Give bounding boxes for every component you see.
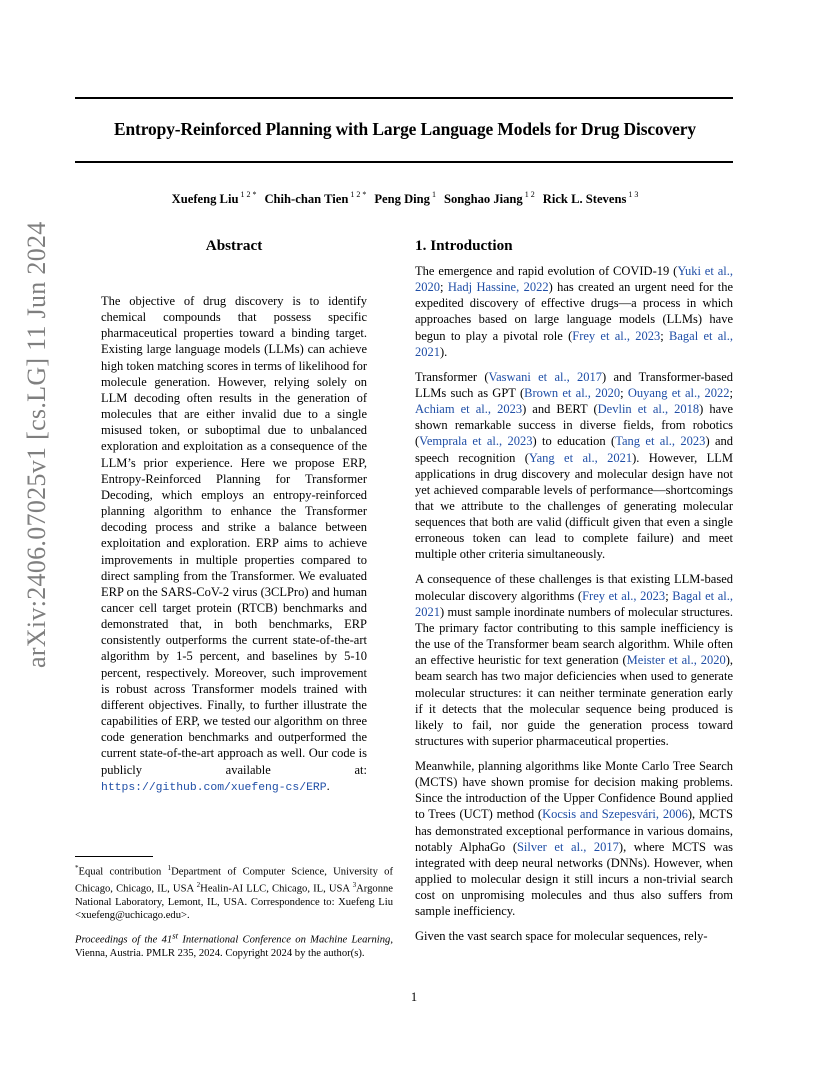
paper-title: Entropy-Reinforced Planning with Large Language Models for Drug Discovery	[113, 119, 697, 139]
abstract-heading: Abstract	[205, 237, 263, 254]
paragraph-text: ;	[620, 385, 628, 400]
footnote-mark: 2	[196, 880, 201, 889]
author-name	[374, 192, 436, 206]
paragraph-text: ;	[729, 385, 733, 400]
paragraph-text: ).	[440, 344, 448, 359]
citation-link[interactable]: Bagal et al., 2021	[415, 328, 733, 359]
author-name-text: Chih-chan Tien	[264, 192, 349, 207]
citation-link[interactable]: Devlin et al., 2018	[597, 402, 700, 417]
proceedings-ordinal: st	[172, 930, 179, 940]
footnote-mark: 3	[352, 880, 357, 889]
paragraph-text: The emergence and rapid evolution of COVID-19 (	[415, 264, 678, 278]
introduction-paragraph	[415, 758, 733, 920]
citation-link[interactable]: Yuki et al., 2020	[415, 264, 733, 295]
citation-link[interactable]: Silver et al., 2017	[516, 839, 619, 854]
paragraph-text: ) and BERT (	[522, 402, 598, 417]
paragraph-text: Meanwhile, planning algorithms like Monte Carlo Tree Search (MCTS) have shown promise for decision making problems. Since the introduction of the Upper Confidence Bound applied to Trees (UCT) method (	[415, 758, 733, 822]
footnote-rule	[75, 856, 153, 857]
author-name-text: Rick L. Stevens	[542, 192, 627, 207]
abstract-text	[101, 293, 367, 796]
paragraph-text: ;	[440, 280, 448, 295]
paragraph-text: ;	[660, 328, 670, 343]
paragraph-text: ) must sample inordinate numbers of molecular structures. The primary factor contributing to this sample inefficiency is the use of the Transformer beam search algorithm. While often an effective heuristic for text generation (	[415, 604, 733, 668]
footnote-text: Argonne National Laboratory, Lemont, IL, USA. Correspondence to: Xuefeng Liu <xuefeng@uchicago.edu>.	[75, 883, 393, 921]
citation-link[interactable]: Meister et al., 2020	[626, 653, 726, 668]
author-name-text: Xuefeng Liu	[171, 192, 239, 207]
citation-link[interactable]: Kocsis and Szepesvári, 2006	[542, 807, 688, 822]
paragraph-text: A consequence of these challenges is that existing LLM-based molecular discovery algorithms (	[415, 572, 733, 603]
author-affiliation-mark: 1 2 *	[238, 190, 257, 199]
paragraph-text: ) and speech recognition (	[415, 434, 734, 465]
citation-link[interactable]: Brown et al., 2020	[524, 385, 621, 400]
proceedings-note	[75, 929, 393, 960]
citation-link[interactable]: Frey et al., 2023	[572, 328, 661, 343]
author-name	[444, 192, 535, 206]
paragraph-text: ), beam search has two major deficiencies when used to generate molecular structures: it can neither terminate generation early if it detects that the molecular sequence being produced is likely to fail, nor guide the generation process toward structures with superior pharmaceutical properties.	[415, 653, 733, 748]
citation-link[interactable]: Ouyang et al., 2022	[627, 385, 730, 400]
paragraph-text: ), where MCTS was integrated with deep neural networks (DNNs). However, when applied to molecular design it still incurs a non-trivial search cost on unpromising molecules and thus also suffers from sample inefficiency.	[415, 839, 733, 919]
paragraph-text: ) has created an urgent need for the expedited discovery of effective drugs—a process in which approaches based on large language models (LLMs) have begun to play a pivotal role (	[415, 280, 733, 343]
code-url-link[interactable]: https://github.com/xuefeng-cs/ERP	[101, 781, 327, 794]
author-affiliation-mark: 1 2 *	[348, 190, 367, 199]
paragraph-text: ) and Transformer-based LLMs such as GPT (	[415, 369, 733, 400]
paragraph-text: Transformer (	[415, 369, 489, 384]
author-name-text: Songhao Jiang	[443, 192, 523, 207]
author-affiliation-mark: 1 3	[626, 190, 639, 199]
footnote-text: Healin-AI LLC, Chicago, IL, USA	[200, 883, 353, 895]
proceedings-venue: Proceedings of the 41	[75, 934, 173, 946]
paragraph-text: ). However, LLM applications in drug discovery and molecular design have not yet achieved comparable levels of performance—shortcomings that we attribute to the challenges of generating molecular sequences that both are valid (difficult given that even a single erroneous token can lead to complete failure) and meet multiple other criteria simultaneously.	[415, 450, 733, 562]
author-name	[264, 192, 366, 206]
footnote-mark: 1	[167, 864, 172, 872]
title-rule-top	[75, 97, 733, 99]
paragraph-text: ) have shown remarkable success in diverse fields, from robotics (	[415, 402, 733, 449]
footnote-mark-equal: *	[75, 864, 79, 872]
introduction-heading: 1. Introduction	[415, 237, 513, 254]
page-number: 1	[410, 990, 418, 1004]
author-affiliation-mark: 1	[429, 190, 436, 199]
title-rule-bottom	[75, 161, 733, 163]
footnote-text: Equal contribution	[78, 866, 168, 878]
author-name-text: Peng Ding	[374, 192, 430, 207]
introduction-paragraph	[415, 928, 733, 944]
paragraph-text: Given the vast search space for molecular sequences, rely-	[415, 929, 708, 944]
introduction-paragraph	[415, 571, 733, 749]
abstract-tail: .	[326, 778, 330, 793]
introduction-body	[415, 263, 733, 953]
paragraph-text: ) to education (	[532, 434, 616, 449]
abstract-paragraph: The objective of drug discovery is to identify chemical compounds that possess specific pharmaceutical properties toward a binding target. Existing large language models (LLMs) can achieve high token matching scores in terms of likelihood for molecule generation. However, relying solely on LLM decoding often results in the generation of molecules that are either invalid due to a single misused token, or suboptimal due to unbalanced exploration and exploitation as a consequence of the LLM’s prior experience. Here we propose ERP, Entropy-Reinforced Planning for Transformer Decoding, which employs an entropy-reinforced planning algorithm to enhance the Transformer decoding process and strike a balance between exploitation and exploration. ERP aims to achieve improvements in multiple properties compared to direct sampling from the Transformer. We evaluated ERP on the SARS-CoV-2 virus (3CLPro) and human cancer cell target protein (RTCB) benchmarks and demonstrated that, in both benchmarks, ERP consistently outperforms the current state-of-the-art algorithm by 1-5 percent, and baselines by 5-10 percent, respectively. Moreover, such improvement is robust across Transformer models trained with different objectives. Finally, to further illustrate the capabilities of ERP, we tested our algorithm on three code generation benchmarks and outperformed the current state-of-the-art approach as well. Our code is publicly available at:	[101, 294, 367, 777]
author-affiliation-mark: 1 2	[522, 190, 535, 199]
citation-link[interactable]: Vaswani et al., 2017	[488, 369, 603, 384]
citation-link[interactable]: Bagal et al., 2021	[415, 588, 733, 619]
footnote-text: Department of Computer Science, University of Chicago, Chicago, IL, USA	[75, 866, 394, 895]
citation-link[interactable]: Frey et al., 2023	[582, 588, 666, 603]
author-list	[60, 191, 750, 207]
citation-link[interactable]: Yang et al., 2021	[528, 450, 633, 465]
citation-link[interactable]: Tang et al., 2023	[615, 434, 706, 449]
introduction-paragraph	[415, 369, 733, 563]
citation-link[interactable]: Hadj Hassine, 2022	[447, 280, 549, 295]
citation-link[interactable]: Achiam et al., 2023	[415, 402, 523, 417]
paragraph-text: ), MCTS has demonstrated exceptional performance in various domains, notably AlphaGo (	[415, 807, 733, 854]
introduction-paragraph	[415, 263, 733, 360]
proceedings-text: , Vienna, Austria. PMLR 235, 2024. Copyright 2024 by the author(s).	[75, 934, 393, 959]
paragraph-text: ;	[665, 588, 673, 603]
citation-link[interactable]: Vemprala et al., 2023	[419, 434, 533, 449]
arxiv-stamp[interactable]: arXiv:2406.07025v1 [cs.LG] 11 Jun 2024	[22, 221, 51, 668]
proceedings-venue: International Conference on Machine Learning	[178, 934, 391, 946]
author-name	[543, 192, 639, 206]
affiliation-footnote	[75, 862, 393, 922]
author-name	[172, 192, 257, 206]
